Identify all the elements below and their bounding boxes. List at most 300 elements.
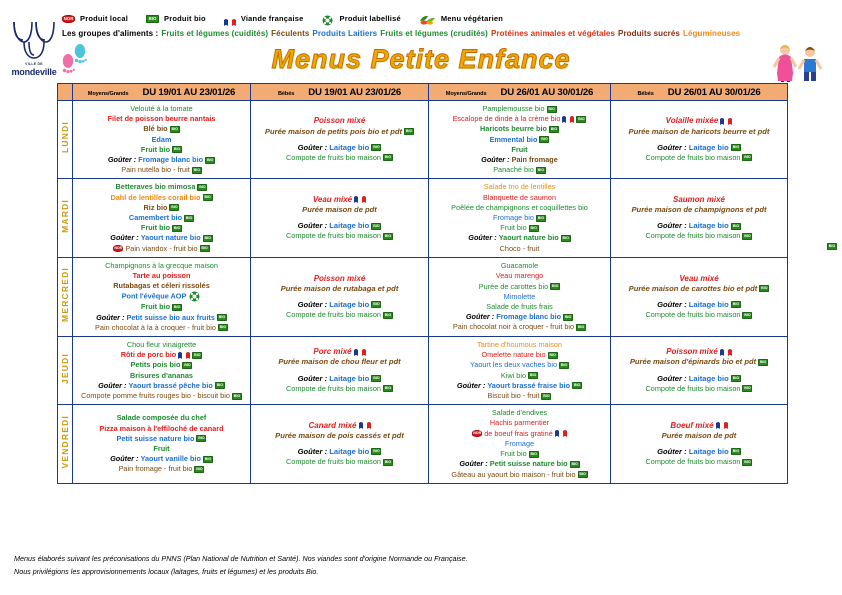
- snack-label: Goûter :: [110, 233, 139, 243]
- dish-text: Fromage blanc bio: [496, 312, 562, 322]
- vegetarian-icon: [419, 12, 436, 25]
- bio-badge-icon: BIO: [537, 167, 544, 172]
- column-header-dates: DU 19/01 AU 23/01/26: [142, 86, 236, 98]
- menu-line: [253, 431, 426, 441]
- bio-badge-icon: BIO: [173, 305, 181, 310]
- bio-badge-icon: BIO: [146, 15, 159, 23]
- bio-badge-icon: BIO: [732, 302, 740, 307]
- menu-line: [431, 449, 608, 459]
- bio-badge-icon: BIO: [384, 312, 392, 317]
- dish-text: Escalope de dinde à la crème bio: [452, 114, 561, 124]
- day-label-jeudi: [58, 337, 73, 405]
- menu-line: [253, 274, 426, 284]
- bio-badge-icon: BIO: [201, 246, 208, 251]
- dish-text: Mimolette: [503, 291, 536, 301]
- day-name: VENDREDI: [60, 414, 70, 469]
- dish-text: Fruit bio: [140, 223, 171, 233]
- bio-badge-icon: BIO: [564, 314, 572, 319]
- column-header-0: [73, 84, 251, 101]
- column-header-audience: Moyens/Grands: [87, 90, 129, 97]
- bio-badge-icon: BIO: [543, 393, 550, 398]
- menu-line: [431, 322, 608, 332]
- menu-line: [431, 302, 608, 312]
- legend-item-3: [322, 13, 401, 24]
- dish-text: Emmental bio: [489, 134, 538, 144]
- dish-text: Yaourt nature bio: [140, 233, 201, 243]
- dish-text: Petit suisse bio aux fruits: [126, 312, 215, 322]
- dish-text: Compote de fruits bio maison: [645, 310, 741, 320]
- bio-badge-icon: BIO: [761, 286, 768, 291]
- dish-text: Pain fromage: [511, 155, 558, 165]
- dish-text: Compote de fruits bio maison: [286, 383, 381, 393]
- dish-text: Pain nutella bio - fruit: [121, 165, 190, 175]
- footer-line-1: Menus élaborés suivant les préconisations du PNNS (Plan National de Nutrition et Santé). Nos viandes sont d'origine Normande ou Française.: [14, 554, 468, 563]
- dish-text: Fruit bio: [140, 144, 171, 154]
- menu-cell-vendredi-0[interactable]: [73, 405, 251, 483]
- bio-badge-icon: BIO: [732, 145, 740, 150]
- menu-line: [431, 350, 608, 360]
- menu-line: [75, 371, 248, 381]
- food-group-6: Légumineuses: [682, 29, 741, 38]
- legend-item-2: [224, 14, 304, 23]
- snack-label: Goûter :: [456, 380, 486, 390]
- menu-line: [431, 391, 608, 401]
- menu-line: [431, 418, 608, 428]
- menu-line: [75, 350, 248, 360]
- table-head: [58, 84, 788, 101]
- menu-line: [253, 421, 426, 431]
- bio-badge-icon: BIO: [173, 147, 181, 152]
- menu-line: [431, 439, 608, 449]
- bio-badge-icon: BIO: [373, 449, 380, 454]
- french-flag-icon: [720, 348, 732, 357]
- menu-line: [253, 221, 426, 231]
- menu-line: [431, 145, 608, 155]
- dish-text: Compote de fruits bio maison: [645, 383, 741, 393]
- menu-line: [75, 444, 248, 454]
- menu-line: [613, 447, 785, 457]
- dish-text: Compote de fruits bio maison: [645, 457, 741, 467]
- dish-text: Compote de fruits bio maison: [286, 310, 381, 320]
- menu-line: [253, 116, 426, 126]
- bio-badge-icon: BIO: [184, 363, 191, 368]
- legend-item-1: [146, 14, 206, 23]
- snack-label: Goûter :: [98, 380, 127, 390]
- bio-badge-icon: BIO: [204, 456, 212, 461]
- dish-text: Poisson mixé: [313, 116, 366, 126]
- french-flag-icon: [354, 195, 366, 204]
- bio-badge-icon: BIO: [196, 466, 203, 471]
- snack-label: Goûter :: [107, 155, 137, 165]
- menu-line: [75, 203, 248, 213]
- menu-cell-jeudi-2[interactable]: [429, 337, 611, 405]
- menu-line: [75, 155, 248, 165]
- legend-item-label: Produit bio: [164, 14, 206, 23]
- table-row: [58, 179, 788, 257]
- dish-text: Compote de fruits bio maison: [286, 152, 381, 162]
- menu-line: [75, 182, 248, 192]
- dish-text: Purée maison de pdt: [661, 430, 737, 440]
- bio-badge-icon: BIO: [562, 236, 569, 241]
- local-badge-icon: NOR: [114, 246, 123, 251]
- day-label-mardi: [58, 179, 73, 257]
- table-row: [58, 337, 788, 405]
- menu-line: [431, 182, 608, 192]
- dish-text: Fruit bio: [500, 449, 527, 459]
- menu-line: [613, 384, 785, 394]
- menu-line: [75, 193, 248, 203]
- day-name: JEUDI: [60, 352, 70, 384]
- dish-text: Salade d'endives: [491, 408, 548, 418]
- menu-line: [613, 457, 785, 467]
- bio-badge-icon: BIO: [560, 363, 568, 368]
- bio-badge-icon: BIO: [384, 155, 392, 160]
- menu-line: [431, 165, 608, 175]
- menu-cell-mercredi-0[interactable]: [73, 257, 251, 336]
- bio-badge-icon: BIO: [204, 236, 211, 241]
- bio-badge-icon: BIO: [194, 352, 201, 357]
- food-group-1: Féculents: [271, 29, 310, 38]
- french-flag-icon: [716, 421, 728, 430]
- snack-label: Goûter :: [297, 373, 328, 383]
- table-header-row: [58, 84, 788, 101]
- menu-line: [75, 413, 248, 423]
- column-header-1: [251, 84, 429, 101]
- dish-text: Compote de fruits bio maison: [645, 152, 741, 162]
- snack-label: Goûter :: [657, 373, 687, 383]
- dish-text: Fruit: [511, 144, 528, 154]
- dish-text: Velouté à la tomate: [130, 104, 193, 113]
- menu-cell-lundi-0[interactable]: [73, 101, 251, 179]
- menu-line: [253, 357, 426, 367]
- menu-line: [75, 323, 248, 333]
- bio-badge-icon: BIO: [384, 233, 392, 238]
- dish-text: Canard mixé: [308, 420, 357, 430]
- menu-line: [431, 381, 608, 391]
- bio-badge-icon: BIO: [204, 195, 211, 200]
- menu-line: [431, 244, 608, 254]
- french-flag-icon: [562, 115, 574, 124]
- dish-text: Salade de fruits frais: [486, 302, 553, 312]
- food-group-0: Fruits et légumes (cuidités): [161, 29, 269, 38]
- menu-cell-mardi-1[interactable]: [251, 179, 429, 257]
- menu-cell-mardi-0[interactable]: [73, 179, 251, 257]
- dish-text: Fruit bio: [140, 302, 171, 312]
- dish-text: Gâteau au yaourt bio maison - fruit bio: [451, 469, 576, 479]
- menu-line: [431, 312, 608, 322]
- bio-badge-icon: BIO: [732, 376, 740, 381]
- dish-text: Pain chocolat noir à croquer - fruit bio: [452, 322, 575, 332]
- snack-label: Goûter :: [96, 312, 125, 322]
- menu-line: [431, 223, 608, 233]
- menu-cell-vendredi-1[interactable]: [251, 405, 429, 483]
- menu-line: [431, 408, 608, 418]
- dish-text: Chou fleur vinaigrette: [126, 340, 197, 350]
- dish-text: Rutabagas et céleri rissolés: [113, 281, 210, 291]
- menu-line: [253, 384, 426, 394]
- dish-text: Biscuit bio - fruit: [487, 391, 540, 401]
- menu-cell-lundi-3[interactable]: [611, 101, 788, 179]
- menu-line: [75, 145, 248, 155]
- menu-line: [613, 116, 785, 126]
- dish-text: Hachis parmentier: [489, 418, 550, 428]
- dish-text: Petits pois bio: [130, 360, 181, 370]
- menu-cell-mardi-3[interactable]: [611, 179, 788, 257]
- bio-badge-icon: BIO: [219, 325, 227, 330]
- snack-label: Goûter :: [297, 142, 328, 152]
- menu-line: [613, 347, 785, 357]
- table-row: [58, 101, 788, 179]
- bio-badge-icon: BIO: [373, 302, 380, 307]
- menu-cell-mercredi-3[interactable]: [611, 257, 788, 336]
- food-group-3: Fruits et légumes (crudités): [380, 29, 488, 38]
- bio-badge-icon: BIO: [373, 145, 380, 150]
- menu-line: [431, 213, 608, 223]
- dish-text: Betteraves bio mimosa: [115, 182, 196, 192]
- menu-cell-jeudi-3[interactable]: [611, 337, 788, 405]
- legend-item-0: [62, 14, 128, 23]
- dish-text: Petit suisse nature bio: [489, 459, 568, 469]
- column-header-audience: Bébés: [637, 90, 654, 97]
- dish-text: Haricots beurre bio: [480, 124, 547, 134]
- dish-text: Laitage bio: [688, 299, 729, 309]
- menu-line: [253, 205, 426, 215]
- dish-text: Pain viandox - fruit bio: [125, 243, 198, 253]
- day-name: LUNDI: [60, 121, 70, 154]
- menu-line: [75, 271, 248, 281]
- dish-text: Purée maison de petits pois bio et pdt: [264, 126, 403, 136]
- dish-text: Yaourt nature bio: [498, 233, 559, 243]
- french-flag-icon: [359, 421, 371, 430]
- dish-text: Laitage bio: [329, 221, 370, 231]
- dish-text: Riz bio: [143, 202, 168, 212]
- menu-line: [431, 360, 608, 370]
- bio-badge-icon: BIO: [529, 373, 537, 378]
- food-group-4: Protéines animales et végétales: [490, 29, 616, 38]
- day-label-lundi: [58, 101, 73, 179]
- dish-text: Compote de fruits bio maison: [286, 231, 381, 241]
- menu-cell-lundi-2[interactable]: [429, 101, 611, 179]
- snack-label: Goûter :: [297, 299, 328, 309]
- bio-badge-icon: BIO: [537, 215, 545, 220]
- menu-cell-mercredi-2[interactable]: [429, 257, 611, 336]
- bio-badge-icon: BIO: [577, 325, 585, 330]
- menu-line: [75, 104, 248, 114]
- bio-badge-icon: BIO: [759, 360, 767, 365]
- menu-cell-mardi-2[interactable]: [429, 179, 611, 257]
- bio-badge-icon: BIO: [552, 284, 559, 289]
- snack-label: Goûter :: [468, 233, 497, 243]
- bio-badge-icon: BIO: [216, 383, 224, 388]
- snack-label: Goûter :: [657, 142, 687, 152]
- menu-line: [431, 114, 608, 124]
- dish-text: Saumon mixé: [672, 194, 725, 204]
- dish-text: Poisson mixé: [666, 347, 718, 357]
- bio-badge-icon: BIO: [198, 436, 205, 441]
- french-flag-icon: [720, 117, 732, 126]
- menu-cell-jeudi-1[interactable]: [251, 337, 429, 405]
- dish-text: Kiwi bio: [500, 370, 527, 380]
- menu-cell-vendredi-2[interactable]: [429, 405, 611, 483]
- legend-item-label: Viande française: [240, 14, 304, 23]
- snack-label: Goûter :: [657, 299, 687, 309]
- menu-line: [75, 213, 248, 223]
- menu-line: [613, 221, 785, 231]
- local-badge-icon: NOR: [63, 15, 74, 21]
- menu-line: [75, 313, 248, 323]
- bio-badge-icon: BIO: [549, 352, 556, 357]
- bio-badge-icon: BIO: [530, 451, 537, 456]
- menu-line: [75, 124, 248, 134]
- menu-line: [431, 233, 608, 243]
- dish-text: Choco - fruit: [499, 243, 540, 253]
- menu-line: [253, 127, 426, 137]
- menu-line: [431, 371, 608, 381]
- dish-text: Rôti de porc bio: [120, 350, 177, 360]
- menu-line: [431, 203, 608, 213]
- menu-line: [75, 424, 248, 434]
- bio-badge-icon: BIO: [193, 167, 200, 172]
- dish-text: Fruit: [153, 443, 170, 453]
- dish-text: Laitage bio: [329, 142, 370, 152]
- menu-line: [431, 282, 608, 292]
- bio-badge-icon: BIO: [218, 315, 226, 320]
- menu-line: [431, 292, 608, 302]
- snack-label: Goûter :: [110, 454, 139, 464]
- dish-text: Salade composée du chef: [116, 413, 207, 423]
- dish-text: Panaché bio: [493, 165, 534, 175]
- menu-line: [431, 124, 608, 134]
- french-flag-icon: [178, 351, 190, 360]
- dish-text: Blé bio: [143, 124, 168, 134]
- french-flag-icon: [555, 429, 567, 438]
- snack-label: Goûter :: [657, 446, 687, 456]
- bio-badge-icon: BIO: [384, 386, 392, 391]
- food-groups-prefix: Les groupes d'aliments :: [62, 29, 159, 38]
- menu-line: [431, 429, 608, 439]
- page-header: [0, 0, 842, 82]
- menu-line: [75, 381, 248, 391]
- bio-badge-icon: BIO: [530, 225, 537, 230]
- legend-item-4: [419, 12, 503, 25]
- dish-text: Fromage blanc bio: [138, 155, 204, 165]
- day-name: MERCREDI: [60, 266, 70, 322]
- dish-text: Laitage bio: [688, 373, 729, 383]
- menu-line: [75, 114, 248, 124]
- menu-cell-lundi-1[interactable]: [251, 101, 429, 179]
- snack-label: Goûter :: [481, 155, 510, 165]
- bio-badge-icon: BIO: [732, 223, 740, 228]
- dish-text: Laitage bio: [688, 446, 729, 456]
- dish-text: Yaourt les deux vaches bio: [469, 360, 558, 370]
- dish-text: Purée maison de haricots beurre et pdt: [628, 126, 770, 136]
- snack-label: Goûter :: [459, 459, 488, 469]
- dish-text: Laitage bio: [688, 142, 729, 152]
- legend-row: [62, 12, 521, 25]
- menu-line: [253, 284, 426, 294]
- day-label-vendredi: [58, 405, 73, 483]
- bio-badge-icon: BIO: [550, 126, 558, 131]
- menu-line: [253, 310, 426, 320]
- dish-text: de boeuf frais gratiné: [484, 428, 553, 438]
- dish-text: Purée maison de carottes bio et pdt: [628, 283, 758, 293]
- bio-badge-icon: BIO: [185, 215, 193, 220]
- logo-line1: VILLE DE: [25, 62, 43, 66]
- dish-text: Dahl de lentilles corail bio: [110, 192, 201, 202]
- bio-badge-icon: BIO: [541, 137, 548, 142]
- bio-badge-icon: BIO: [233, 393, 241, 398]
- column-header-dates: DU 26/01 AU 30/01/26: [667, 86, 761, 98]
- dish-text: Veau mixé: [679, 273, 719, 283]
- menu-line: [613, 205, 785, 215]
- menu-cell-vendredi-3[interactable]: [611, 405, 788, 483]
- menu-cell-jeudi-0[interactable]: [73, 337, 251, 405]
- snack-label: Goûter :: [465, 312, 495, 322]
- menu-line: [75, 454, 248, 464]
- dish-text: Compote de fruits bio maison: [645, 231, 741, 241]
- bio-badge-icon: BIO: [744, 233, 751, 238]
- bio-badge-icon: BIO: [373, 223, 380, 228]
- table-row: [58, 257, 788, 336]
- dish-text: Laitage bio: [329, 299, 370, 309]
- bio-badge-icon: BIO: [384, 459, 392, 464]
- dish-text: Fromage: [504, 438, 535, 448]
- menu-line: [253, 231, 426, 241]
- dish-text: Compote de fruits bio maison: [286, 457, 381, 467]
- bio-badge-icon: BIO: [578, 116, 585, 121]
- dish-text: Purée de carottes bio: [478, 281, 549, 291]
- dish-text: Blanquette de saumon: [482, 192, 557, 202]
- food-groups-line: [62, 29, 746, 38]
- menu-line: [431, 459, 608, 469]
- food-group-5: Produits sucrés: [618, 29, 680, 38]
- legend-item-label: Produit local: [80, 14, 129, 23]
- dish-text: Purée maison de champignons et pdt: [631, 204, 767, 214]
- bio-badge-icon: BIO: [744, 386, 751, 391]
- dish-text: Poisson mixé: [313, 273, 366, 283]
- menu-line: [613, 374, 785, 384]
- day-name: MARDI: [60, 198, 70, 233]
- dish-text: Tartine d'houmous maison: [477, 340, 562, 350]
- menu-line: [253, 374, 426, 384]
- bio-badge-icon: BIO: [744, 312, 751, 317]
- dish-text: Veau mixé: [312, 194, 353, 204]
- bio-badge-icon: BIO: [206, 157, 214, 162]
- menu-line: [613, 431, 785, 441]
- menu-line: [613, 127, 785, 137]
- bio-badge-icon: BIO: [171, 205, 178, 210]
- menu-line: [613, 143, 785, 153]
- menu-line: [431, 135, 608, 145]
- dish-text: Laitage bio: [688, 221, 729, 231]
- menu-cell-mercredi-1[interactable]: [251, 257, 429, 336]
- menu-line: [75, 261, 248, 271]
- dish-text: Pizza maison à l'effiloché de canard: [99, 423, 224, 433]
- bio-badge-icon: BIO: [571, 461, 578, 466]
- menu-line: [613, 310, 785, 320]
- menu-line: [75, 291, 248, 302]
- menu-line: [613, 421, 785, 431]
- menu-line: [75, 434, 248, 444]
- label-rouge-icon: [188, 291, 201, 302]
- stray-bio-badge-icon: BIO: [828, 244, 836, 248]
- dish-text: Purée maison de pois cassés et pdt: [275, 430, 404, 440]
- menu-line: [431, 271, 608, 281]
- menu-line: [75, 340, 248, 350]
- menu-line: [75, 165, 248, 175]
- dish-text: Champignons à la grecque maison: [105, 260, 218, 270]
- bio-badge-icon: BIO: [405, 129, 413, 134]
